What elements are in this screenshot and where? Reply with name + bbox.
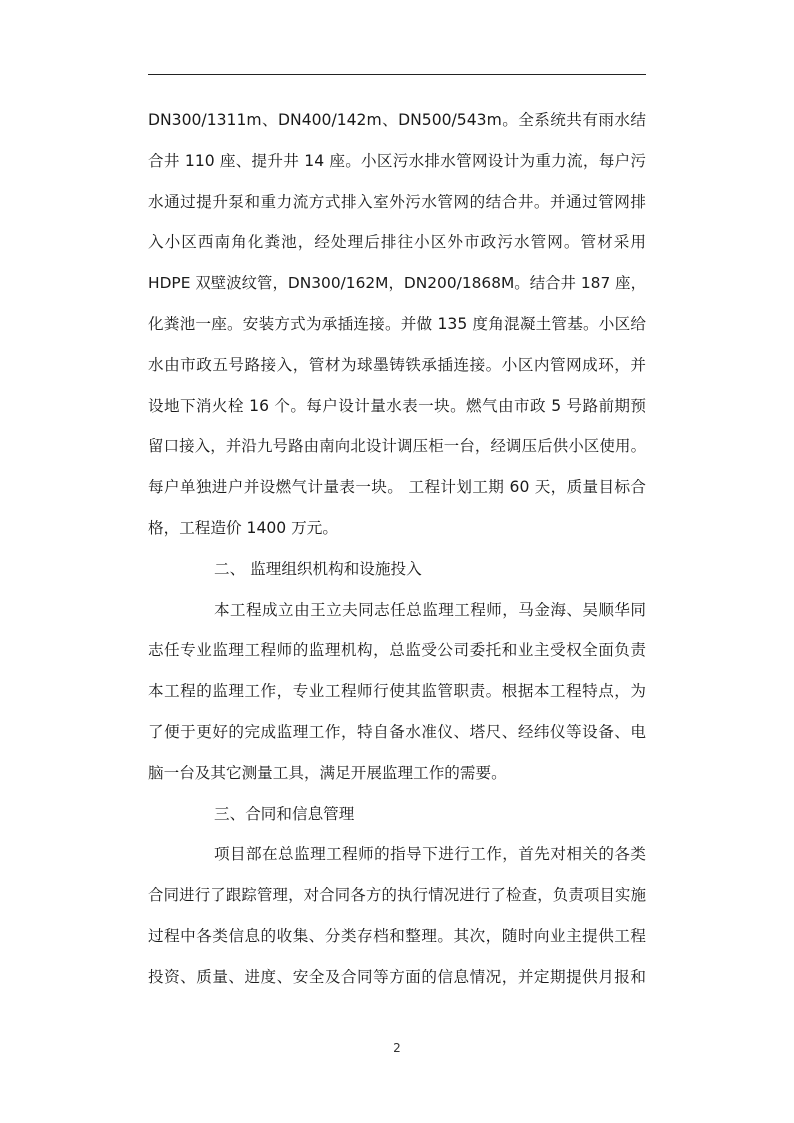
page-number: 2 [393,1041,401,1055]
paragraph-first-line: 本工程成立由王立夫同志任总监理工程师，马金海、吴顺华同 [214,600,646,619]
text-line: 合同进行了跟踪管理，对合同各方的执行情况进行了检查，负责项目实施 [148,886,646,905]
text-line: 水通过提升泵和重力流方式排入室外污水管网的结合井。并通过管网排 [148,192,646,211]
text-line: 志任专业监理工程师的监理机构，总监受公司委托和业主受权全面负责 [148,641,646,660]
text-line: DN300/1311m、DN400/142m、DN500/543m。全系统共有雨水结 [148,111,646,129]
header-rule [148,74,646,75]
text-line: 设地下消火栓 16 个。每户设计量水表一块。燃气由市政 5 号路前期预 [148,396,646,415]
text-line: 留口接入，并沿九号路由南向北设计调压柜一台，经调压后供小区使用。 [148,437,646,456]
text-line: 合井 110 座、提升井 14 座。小区污水排水管网设计为重力流，每户污 [148,151,646,170]
text-line: 了便于更好的完成监理工作，特自备水准仪、塔尺、经纬仪等设备、电 [148,722,646,741]
text-line: 本工程的监理工作，专业工程师行使其监管职责。根据本工程特点，为 [148,682,646,701]
paragraph-first-line: 项目部在总监理工程师的指导下进行工作，首先对相关的各类 [214,845,646,864]
text-line: 每户单独进户并设燃气计量表一块。 工程计划工期 60 天，质量目标合 [148,478,646,497]
text-line: 格，工程造价 1400 万元。 [148,518,338,537]
section-heading: 三、合同和信息管理 [214,804,355,823]
text-line: 过程中各类信息的收集、分类存档和整理。其次，随时向业主提供工程 [148,926,646,945]
text-line: 入小区西南角化粪池，经处理后排往小区外市政污水管网。管材采用 [148,233,646,252]
text-line: 水由市政五号路接入，管材为球墨铸铁承插连接。小区内管网成环，并 [148,355,646,374]
section-heading: 二、 监理组织机构和设施投入 [214,559,422,578]
text-line: HDPE 双壁波纹管，DN300/162M，DN200/1868M。结合井 187 座， [148,274,646,293]
text-line: 投资、质量、进度、安全及合同等方面的信息情况，并定期提供月报和 [148,967,646,986]
document-body [148,100,646,998]
text-line: 化粪池一座。安装方式为承插连接。并做 135 度角混凝土管基。小区给 [148,314,646,333]
text-line: 脑一台及其它测量工具，满足开展监理工作的需要。 [148,763,507,782]
